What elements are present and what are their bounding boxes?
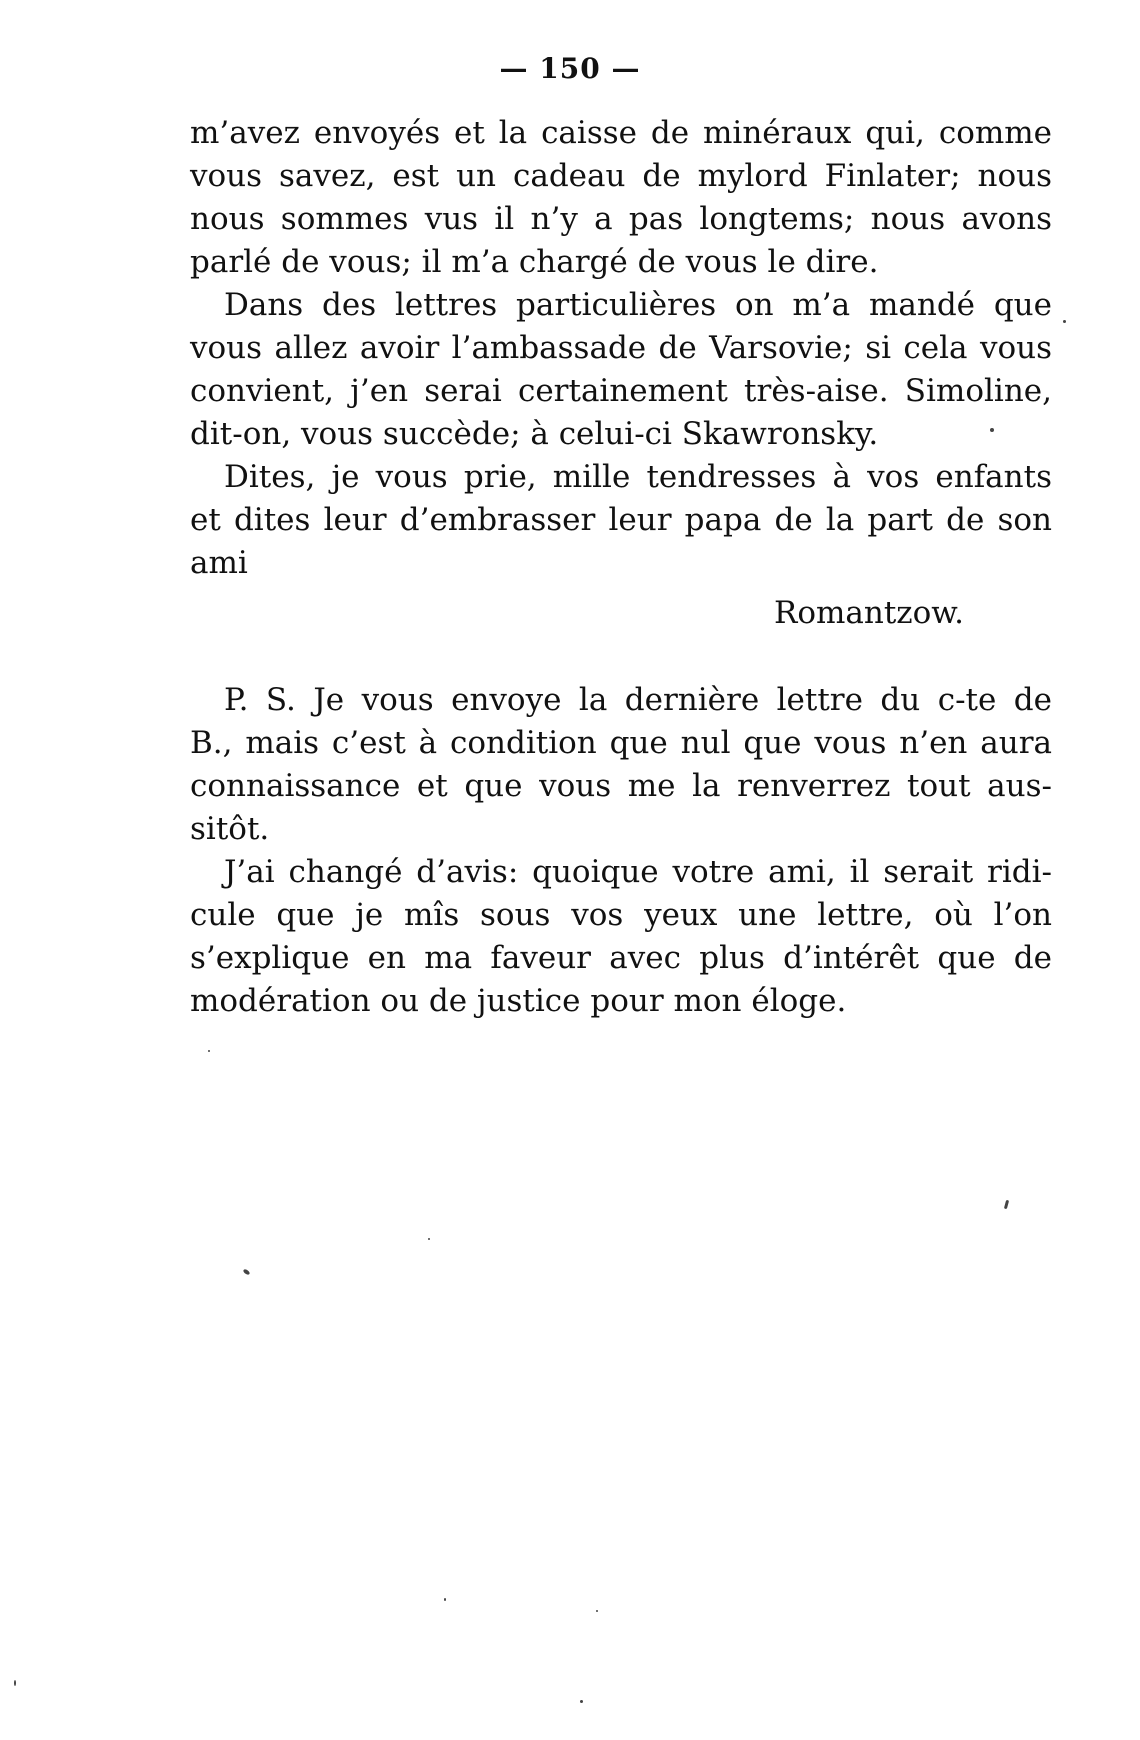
scan-speck [14,1680,16,1686]
scan-speck [596,1610,598,1612]
postscript-paragraph [190,851,1052,1023]
text-line: convient, j’en serai certainement très-aise. Simoline, [190,373,1052,409]
text-line: ami [190,545,248,581]
signature: Romantzow. [773,595,964,631]
paragraph [190,284,1052,456]
text-line: dit-on, vous succède; à celui-ci Skawronsky. [190,416,879,452]
paragraph [190,456,1052,585]
scan-speck [580,1700,583,1703]
page-number: — 150 — [499,52,641,85]
scan-speck [1063,320,1066,323]
text-line: Dites, je vous prie, mille tendresses à vos enfants [224,459,1052,495]
scan-speck [428,1238,430,1240]
scan-speck [208,1050,210,1052]
text-line: vous savez, est un cadeau de mylord Finlater; nous [190,158,1052,194]
text-line: B., mais c’est à condition que nul que vous n’en aura [190,725,1052,761]
text-line: J’ai changé d’avis: quoique votre ami, il serait ridi- [224,854,1052,890]
text-line: P. S. Je vous envoye la dernière lettre du c-te de [224,682,1052,718]
postscript-paragraph [190,679,1052,851]
text-line: et dites leur d’embrasser leur papa de la part de son [190,502,1052,538]
text-line: cule que je mîs sous vos yeux une lettre, où l’on [190,897,1052,933]
paragraph [190,112,1052,284]
scan-speck [242,1268,250,1275]
text-line: modération ou de justice pour mon éloge. [190,983,847,1019]
text-line: m’avez envoyés et la caisse de minéraux qui, comme [190,115,1052,151]
text-line: Dans des lettres particulières on m’a mandé que [224,287,1052,323]
scan-speck [444,1598,446,1601]
scan-speck [1004,1200,1009,1209]
text-line: parlé de vous; il m’a chargé de vous le dire. [190,244,879,280]
text-line: vous allez avoir l’ambassade de Varsovie; si cela vous [190,330,1052,366]
text-line: sitôt. [190,811,270,847]
scan-speck [990,428,994,432]
text-line: s’explique en ma faveur avec plus d’intérêt que de [190,940,1052,976]
section-gap [190,641,1052,679]
text-line: connaissance et que vous me la renverrez tout aus- [190,768,1052,804]
letter-text [190,112,1052,1023]
text-line: nous sommes vus il n’y a pas longtems; nous avons [190,201,1052,237]
